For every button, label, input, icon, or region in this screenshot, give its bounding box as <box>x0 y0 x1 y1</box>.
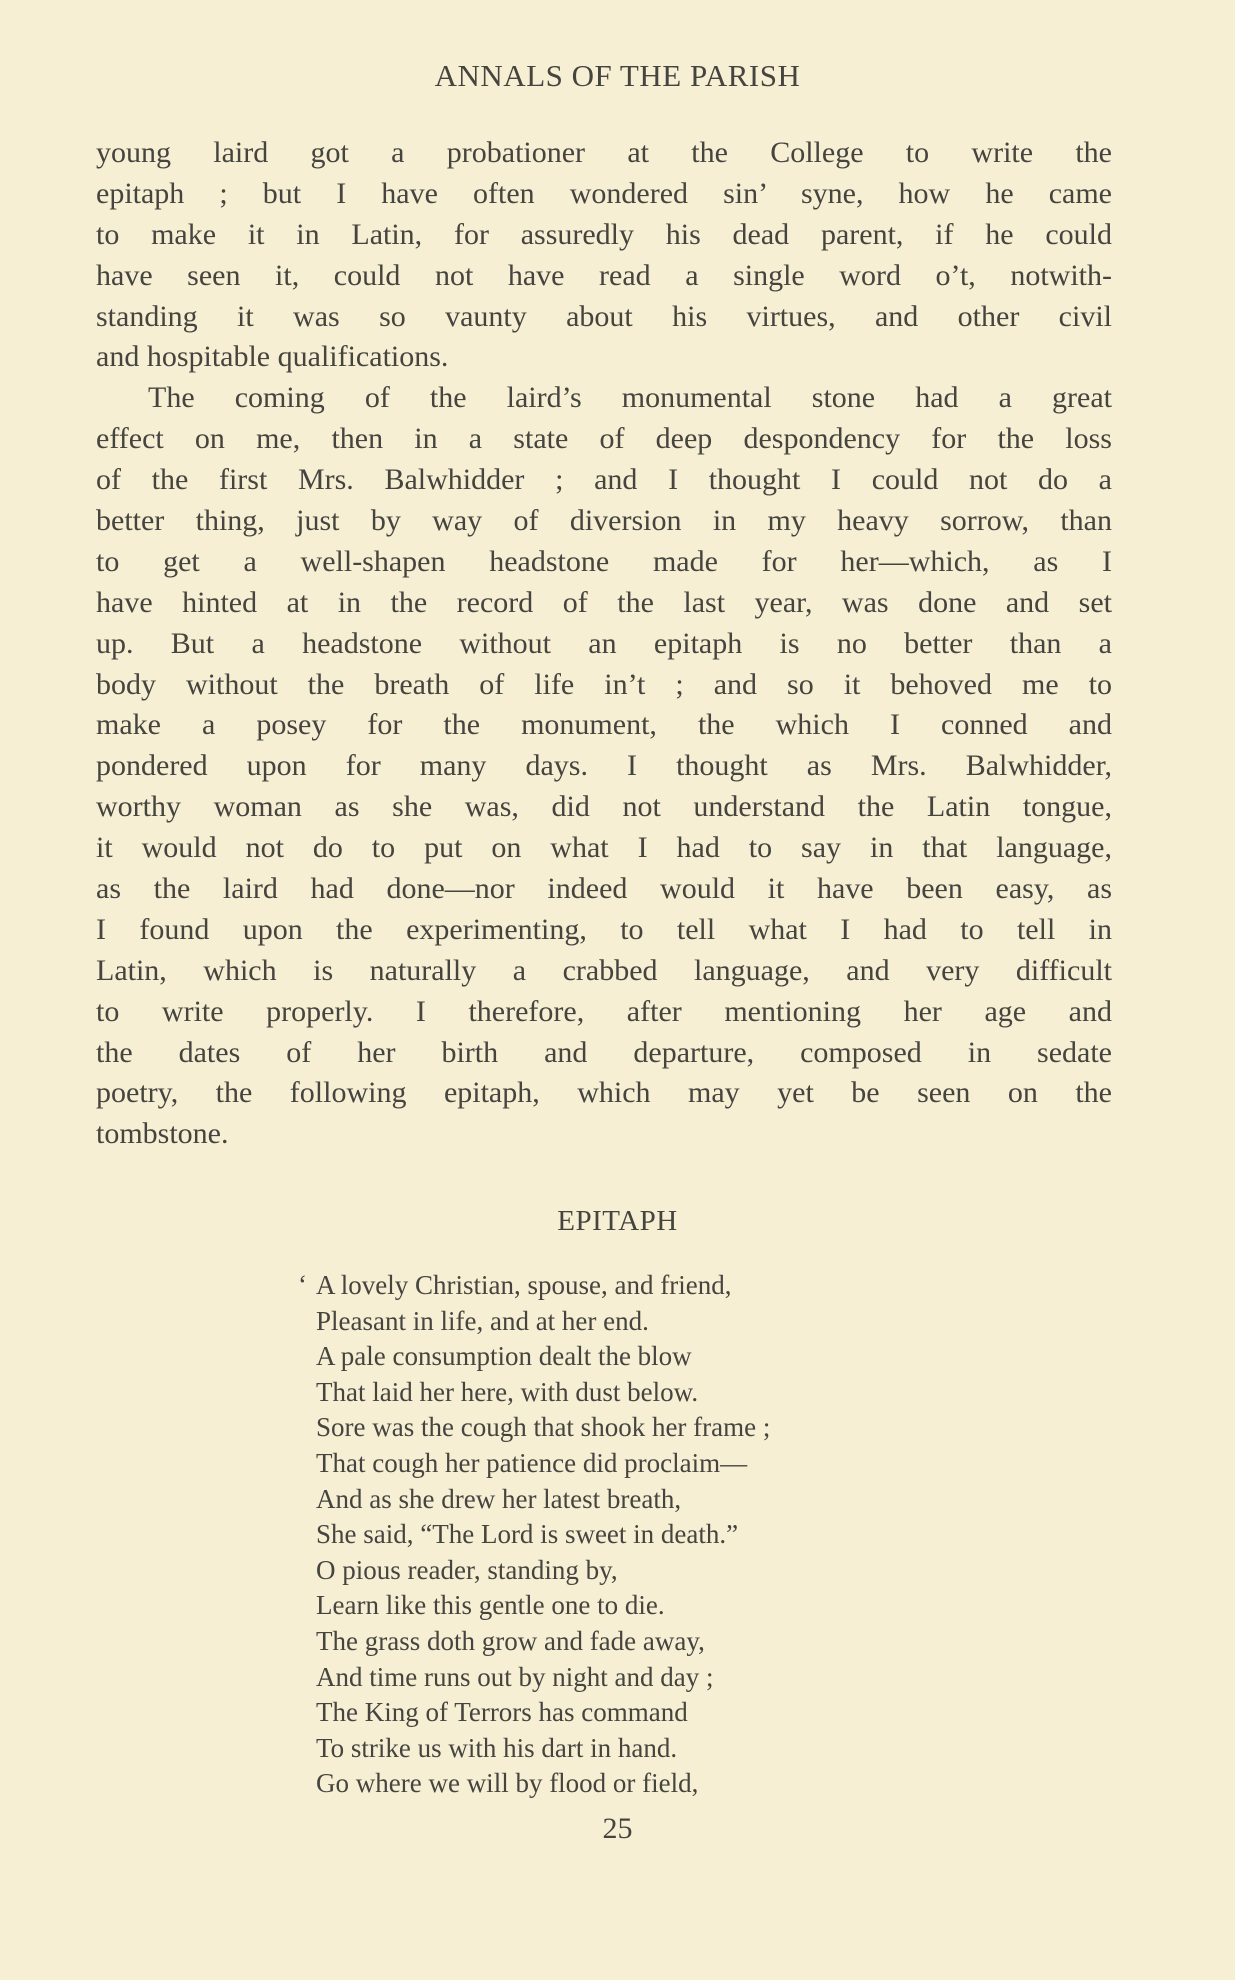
text-line: the dates of her birth and departure, composed in sedate <box>96 1035 1112 1069</box>
text-line: poetry, the following epitaph, which may yet be seen on the <box>96 1076 1112 1110</box>
page-number: 25 <box>602 1812 633 1845</box>
verse-line: And as she drew her latest breath, <box>316 1483 682 1514</box>
verse-line: She said, “The Lord is sweet in death.” <box>316 1519 739 1550</box>
text-line: have hinted at in the record of the last year, was done and set <box>96 585 1112 619</box>
verse-line: Pleasant in life, and at her end. <box>316 1305 649 1336</box>
verse-line: Go where we will by flood or field, <box>316 1768 699 1799</box>
text-line: make a posey for the monument, the which I conned and <box>96 708 1112 742</box>
text-line: pondered upon for many days. I thought as Mrs. Balwhidder, <box>96 749 1112 783</box>
text-line: to write properly. I therefore, after mentioning her age and <box>96 994 1112 1028</box>
text-line: of the first Mrs. Balwhidder ; and I thought I could not do a <box>96 463 1112 497</box>
text-line: effect on me, then in a state of deep despondency for the loss <box>96 422 1112 456</box>
paragraph <box>96 133 1112 378</box>
text-line: young laird got a probationer at the College to write the <box>96 136 1112 169</box>
verse-line: O pious reader, standing by, <box>316 1554 618 1585</box>
text-line: epitaph ; but I have often wondered sin’ syne, how he came <box>96 176 1112 210</box>
text-line: as the laird had done—nor indeed would it have been easy, as <box>96 872 1112 906</box>
text-line: and hospitable qualifications. <box>96 340 449 374</box>
text-line: to make it in Latin, for assuredly his dead parent, if he could <box>96 217 1112 251</box>
text-line: I found upon the experimenting, to tell what I had to tell in <box>96 912 1112 946</box>
text-line: better thing, just by way of diversion in my heavy sorrow, than <box>96 504 1112 538</box>
text-line: worthy woman as she was, did not understand the Latin tongue, <box>96 790 1112 824</box>
text-line: have seen it, could not have read a single word o’t, notwith- <box>96 258 1112 292</box>
text-line: to get a well-shapen headstone made for her—which, as I <box>96 544 1112 578</box>
text-line: it would not do to put on what I had to say in that language, <box>96 831 1112 865</box>
body-text <box>96 133 1112 1155</box>
verse-line: Sore was the cough that shook her frame ; <box>316 1412 771 1443</box>
open-quote: ‘ <box>298 1270 307 1300</box>
epitaph-heading: EPITAPH <box>557 1205 678 1237</box>
verse-line: A pale consumption dealt the blow <box>316 1341 692 1372</box>
verse-line: And time runs out by night and day ; <box>316 1661 714 1692</box>
verse-line: That cough her patience did proclaim— <box>316 1447 748 1478</box>
text-line: The coming of the laird’s monumental stone had a great <box>148 381 1112 415</box>
text-line: tombstone. <box>96 1117 229 1151</box>
text-line: body without the breath of life in’t ; and so it behoved me to <box>96 667 1112 701</box>
text-line: Latin, which is naturally a crabbed language, and very difficult <box>96 953 1112 987</box>
verse-line: The grass doth grow and fade away, <box>316 1625 705 1656</box>
verse-line: Learn like this gentle one to die. <box>316 1590 665 1621</box>
paragraph <box>96 378 1112 1155</box>
verse-line: To strike us with his dart in hand. <box>316 1732 678 1763</box>
verse-line: That laid her here, with dust below. <box>316 1376 699 1407</box>
text-line: up. But a headstone without an epitaph is no better than a <box>96 626 1112 660</box>
verse-line: The King of Terrors has command <box>316 1697 688 1728</box>
running-head: ANNALS OF THE PARISH <box>434 58 801 93</box>
verse-line: A lovely Christian, spouse, and friend, <box>316 1270 732 1300</box>
text-line: standing it was so vaunty about his virtues, and other civil <box>96 299 1112 333</box>
epitaph-verse <box>298 1268 771 1802</box>
